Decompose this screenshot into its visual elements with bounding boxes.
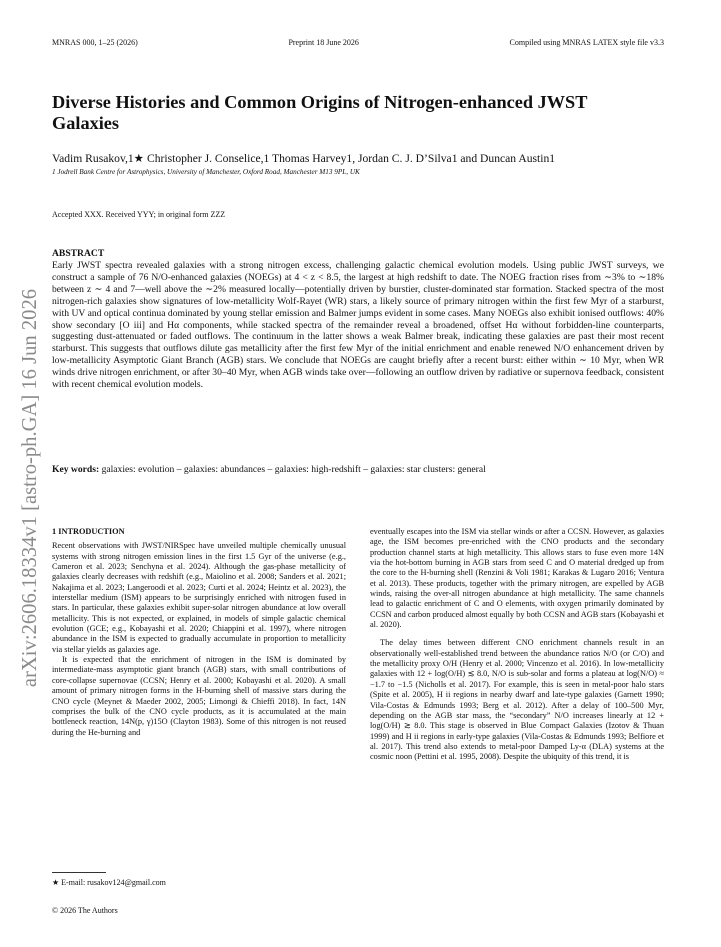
submission-dates: Accepted XXX. Received YYY; in original form ZZZ xyxy=(52,210,226,219)
footnote-email: ★ E-mail: rusakov124@gmail.com xyxy=(52,878,166,887)
left-column xyxy=(52,527,346,738)
abstract-text: Early JWST spectra revealed galaxies with a strong nitrogen excess, challenging galactic chemical evolution models. Using public JWST surveys, we construct a sample of 76 N/O-enhanced galaxies (NOEGs) at 4 < z < 8.5, the largest at high redshift to date. The NOEG fraction rises from ∼3% to ∼18% between z ∼ 4 and 7—well above the ∼2% measured locally—potentially driven by burstier, cluster-dominated star formation. Stacked spectra of the most nitrogen-rich galaxies show signatures of low-metallicity Wolf-Rayet (WR) stars, a likely source of primary nitrogen within the first few Myr of a starburst, with UV and optical continua dominated by young stellar emission and Balmer jumps evident in some cases. Many NOEGs also exhibit ionised outflows: 40% show secondary [O iii] and Hα components, while stacked spectra of the remainder reveal a broadened, offset Hα without forbidden-line counterparts, suggesting dust-attenuated or faded outflows. The continuum in the latter shows a weak Balmer break, indicating these galaxies are past their most recent starburst. This suggests that outflows dilute gas metallicity after the first few Myr of the initial enrichment and enable renewed N/O enhancement driven by low-metallicity Asymptotic Giant Branch (AGB) stars. We conclude that NOEGs are caught briefly after a recent burst: either within ∼ 10 Myr, when WR winds drive nitrogen enrichment, or after 30–40 Myr, when AGB winds take over—following an outflow driven by radiative or supernova feedback, consistent with recent chemical evolution models. xyxy=(52,260,664,391)
paragraph: Recent observations with JWST/NIRSpec have unveiled multiple chemically unusual systems with strong nitrogen emission lines in the first 1.5 Gyr of the universe (e.g., Cameron et al. 2023; Senchyna et al. 2024). Although the gas-phase metallicity of galaxies clearly decreases with redshift (e.g., Maiolino et al. 2008; Sanders et al. 2021; Nakajima et al. 2023; Langeroodi et al. 2023; Curti et al. 2024; Heintz et al. 2023), the interstellar medium (ISM) appears to be surprisingly enriched with nitrogen fused in stars. In particular, these galaxies exhibit super-solar nitrogen abundance at low overall metallicity. This is not expected, or explained, in models of simple galactic chemical evolution (GCE; e.g., Kobayashi et al. 2020; Chiappini et al. 1997), where nitrogen abundance in the ISM is expected to gradually accumulate in proportion to metallicity via stellar yields as galaxies age. xyxy=(52,541,346,654)
paper-title: Diverse Histories and Common Origins of Nitrogen-enhanced JWST Galaxies xyxy=(52,92,588,133)
footnote-rule xyxy=(52,872,106,873)
section-heading: 1 INTRODUCTION xyxy=(52,527,125,536)
right-column xyxy=(370,527,664,763)
journal-ref: MNRAS 000, 1–25 (2026) xyxy=(52,38,138,47)
arxiv-identifier: arXiv:2606.18334v1 [astro-ph.GA] 16 Jun 2026 xyxy=(19,288,41,688)
keywords-text: galaxies: evolution – galaxies: abundances – galaxies: high-redshift – galaxies: star clusters: general xyxy=(101,464,486,475)
affiliation: 1 Jodrell Bank Centre for Astrophysics, University of Manchester, Oxford Road, Manchester M13 9PL, UK xyxy=(52,168,360,176)
keywords-label: Key words: xyxy=(52,464,100,475)
preprint-date: Preprint 18 June 2026 xyxy=(288,38,359,47)
running-header xyxy=(52,38,664,47)
abstract-heading: ABSTRACT xyxy=(52,248,105,259)
copyright: © 2026 The Authors xyxy=(52,906,118,915)
paragraph: It is expected that the enrichment of nitrogen in the ISM is dominated by intermediate-mass asymptotic giant branch (AGB) stars, with small contributions of core-collapse supernovae (CCSN; Henry et al. 2000; Kobayashi et al. 2020). A small amount of primary nitrogen forms in the H-burning shell of massive stars during the CNO cycle (Meynet & Maeder 2002, 2005; Limongi & Chieffi 2018). In fact, 14N comprises the bulk of the CNO cycle products, as it is accumulated at the main bottleneck reaction, 14N(p, γ)15O (Clayton 1983). Some of this nitrogen is not reused during the He-burning and xyxy=(52,655,346,737)
paragraph: eventually escapes into the ISM via stellar winds or after a CCSN. However, as galaxies age, the ISM becomes pre-enriched with the CNO products and the secondary production channel starts at high metallicity. This allows stars to fuse even more 14N via the hot-bottom burning in AGB stars from seed C and O material dredged up from the core to the H-burning shell (Renzini & Voli 1981; Karakas & Lugaro 2016; Ventura et al. 2013). These products, together with the primary nitrogen, are expelled by AGB winds, raising the over-all nitrogen abundance at high metallicity. The same channels lead to galactic enrichment of C and O elements, with oxygen primarily dominated by CCSN and carbon produced almost equally by both CCSN and AGB stars (Kobayashi et al. 2020). xyxy=(370,527,664,630)
style-note: Compiled using MNRAS LATEX style file v3.3 xyxy=(509,38,664,47)
keywords xyxy=(52,464,664,475)
paragraph: The delay times between different CNO enrichment channels result in an observationally well-established trend between the abundance ratios N/O (or C/O) and the metallicity proxy O/H (Henry et al. 2000; Vincenzo et al. 2016). In low-metallicity galaxies with 12 + log(O/H) ≲ 8.0, N/O is sub-solar and forms a plateau at log(N/O) ≈ −1.7 to −1.5 (Nicholls et al. 2017). For example, this is seen in metal-poor halo stars (Spite et al. 2005), H ii regions in nearby dwarf and late-type galaxies (Garnett 1990; Vila-Costas & Edmunds 1993; Berg et al. 2012). After a delay of 100–500 Myr, depending on the AGB star mass, the “secondary” N/O increases linearly at 12 + log(O/H) ≳ 8.0. This stage is observed in Blue Compact Galaxies (Izotov & Thuan 1999) and H ii regions in early-type galaxies (Vila-Costas & Edmunds 1993; Belfiore et al. 2017). This trend also extends to metal-poor Damped Ly-α (DLA) systems at the cosmic noon (Pettini et al. 1995, 2008). Despite the ubiquity of this trend, it is xyxy=(370,638,664,762)
author-list: Vadim Rusakov,1★ Christopher J. Conselice,1 Thomas Harvey1, Jordan C. J. D’Silva1 and Duncan Austin1 xyxy=(52,152,556,165)
